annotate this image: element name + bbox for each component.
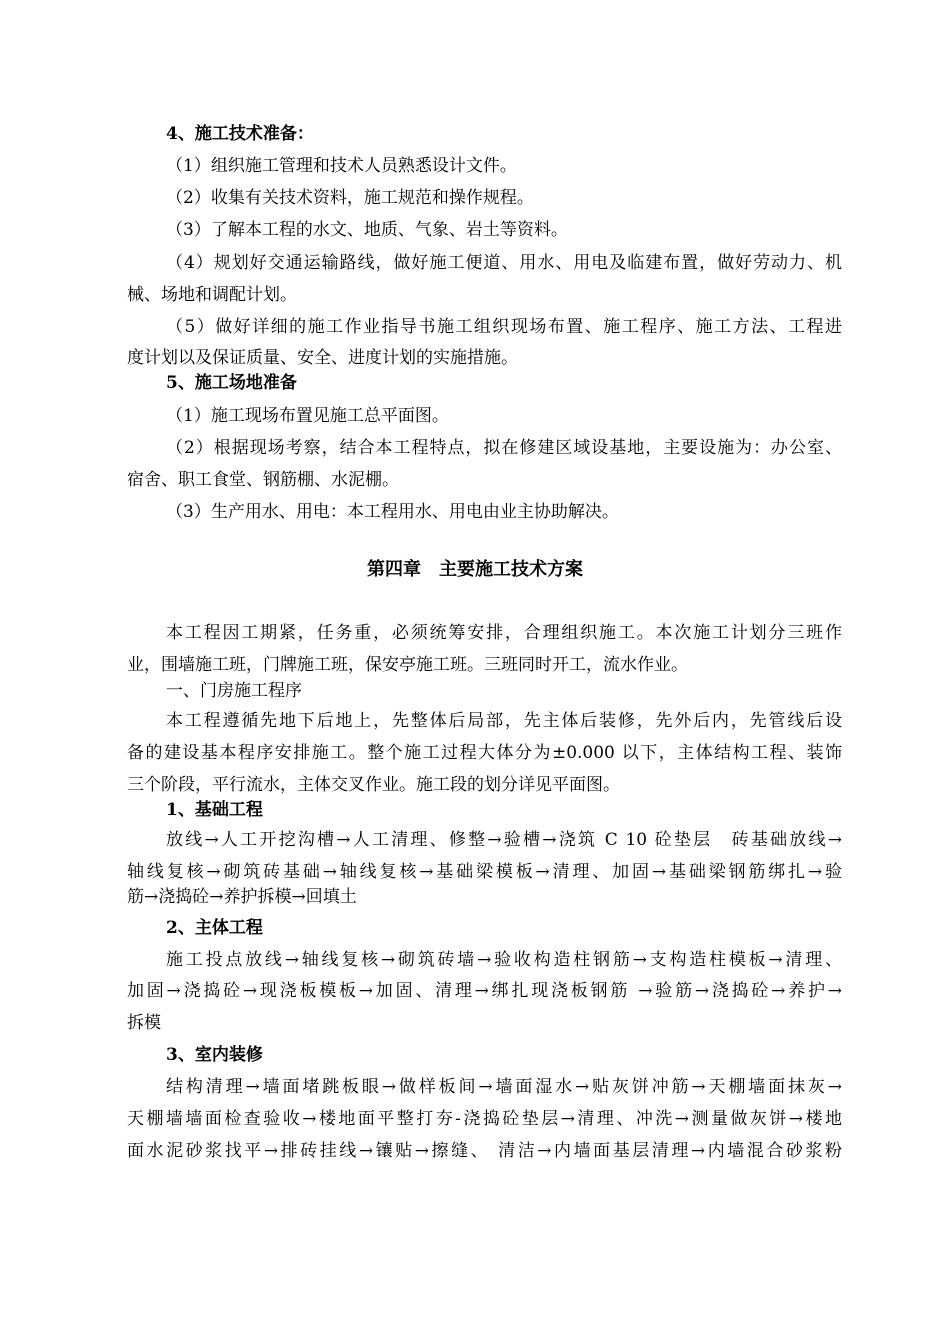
- list-item-continuation: 械、场地和调配计划。: [127, 285, 297, 305]
- section-heading: 5、施工场地准备: [166, 373, 297, 393]
- paragraph-line: 三个阶段，平行流水，主体交叉作业。施工段的划分详见平面图。: [127, 775, 620, 795]
- list-item: （5）做好详细的施工作业指导书施工组织现场布置、施工程序、施工方法、工程进: [166, 317, 842, 337]
- paragraph-line: 本工程遵循先地下后地上，先整体后局部，先主体后装修，先外后内，先管线后设: [166, 711, 842, 731]
- chapter-title: 第四章 主要施工技术方案: [367, 559, 583, 580]
- paragraph-line: 业，围墙施工班，门牌施工班，保安亭施工班。三班同时开工，流水作业。: [127, 655, 688, 675]
- process-line: 结构清理→墙面堵跳板眼→做样板间→墙面湿水→贴灰饼冲筋→天棚墙面抹灰→: [166, 1077, 842, 1097]
- list-item: （1）组织施工管理和技术人员熟悉设计文件。: [166, 156, 517, 176]
- section-heading: 4、施工技术准备：: [166, 124, 314, 144]
- step-heading: 3、室内装修: [166, 1045, 263, 1065]
- list-item: （3）了解本工程的水文、地质、气象、岩土等资料。: [166, 220, 568, 240]
- step-heading: 1、基础工程: [166, 800, 263, 820]
- section-heading: 一、门房施工程序: [166, 681, 302, 701]
- list-item-continuation: 度计划以及保证质量、安全、进度计划的实施措施。: [127, 348, 518, 368]
- paragraph-line: 备的建设基本程序安排施工。整个施工过程大体分为±0.000 以下，主体结构工程、装饰: [127, 743, 842, 763]
- process-line: 筋→浇捣砼→养护拆模→回填土: [127, 887, 357, 907]
- process-line: 施工投点放线→轴线复核→砌筑砖墙→验收构造柱钢筋→支构造柱模板→清理、: [166, 950, 842, 970]
- list-item: （3）生产用水、用电：本工程用水、用电由业主协助解决。: [166, 502, 619, 522]
- process-line: 拆模: [127, 1013, 161, 1033]
- list-item: （1）施工现场布置见施工总平面图。: [166, 406, 449, 426]
- list-item: （2）根据现场考察，结合本工程特点，拟在修建区域设基地，主要设施为：办公室、: [166, 438, 842, 458]
- list-item: （2）收集有关技术资料，施工规范和操作规程。: [166, 188, 534, 208]
- process-line: 轴线复核→砌筑砖基础→轴线复核→基础梁模板→清理、加固→基础梁钢筋绑扎→验: [127, 862, 842, 882]
- process-line: 放线→人工开挖沟槽→人工清理、修整→验槽→浇筑 C 10 砼垫层 砖基础放线→: [166, 830, 842, 850]
- list-item-continuation: 宿舍、职工食堂、钢筋棚、水泥棚。: [127, 470, 399, 490]
- process-line: 天棚墙墙面检查验收→楼地面平整打夯-浇捣砼垫层→清理、冲洗→测量做灰饼→楼地: [127, 1109, 842, 1129]
- process-line: 面水泥砂浆找平→排砖挂线→镶贴→擦缝、 清洁→内墙面基层清理→内墙混合砂浆粉: [127, 1141, 842, 1161]
- paragraph-line: 本工程因工期紧，任务重，必须统筹安排，合理组织施工。本次施工计划分三班作: [166, 623, 842, 643]
- step-heading: 2、主体工程: [166, 918, 263, 938]
- process-line: 加固→浇捣砼→现浇板模板→加固、清理→绑扎现浇板钢筋 →验筋→浇捣砼→养护→: [127, 981, 842, 1001]
- list-item: （4）规划好交通运输路线，做好施工便道、用水、用电及临建布置，做好劳动力、机: [166, 253, 842, 273]
